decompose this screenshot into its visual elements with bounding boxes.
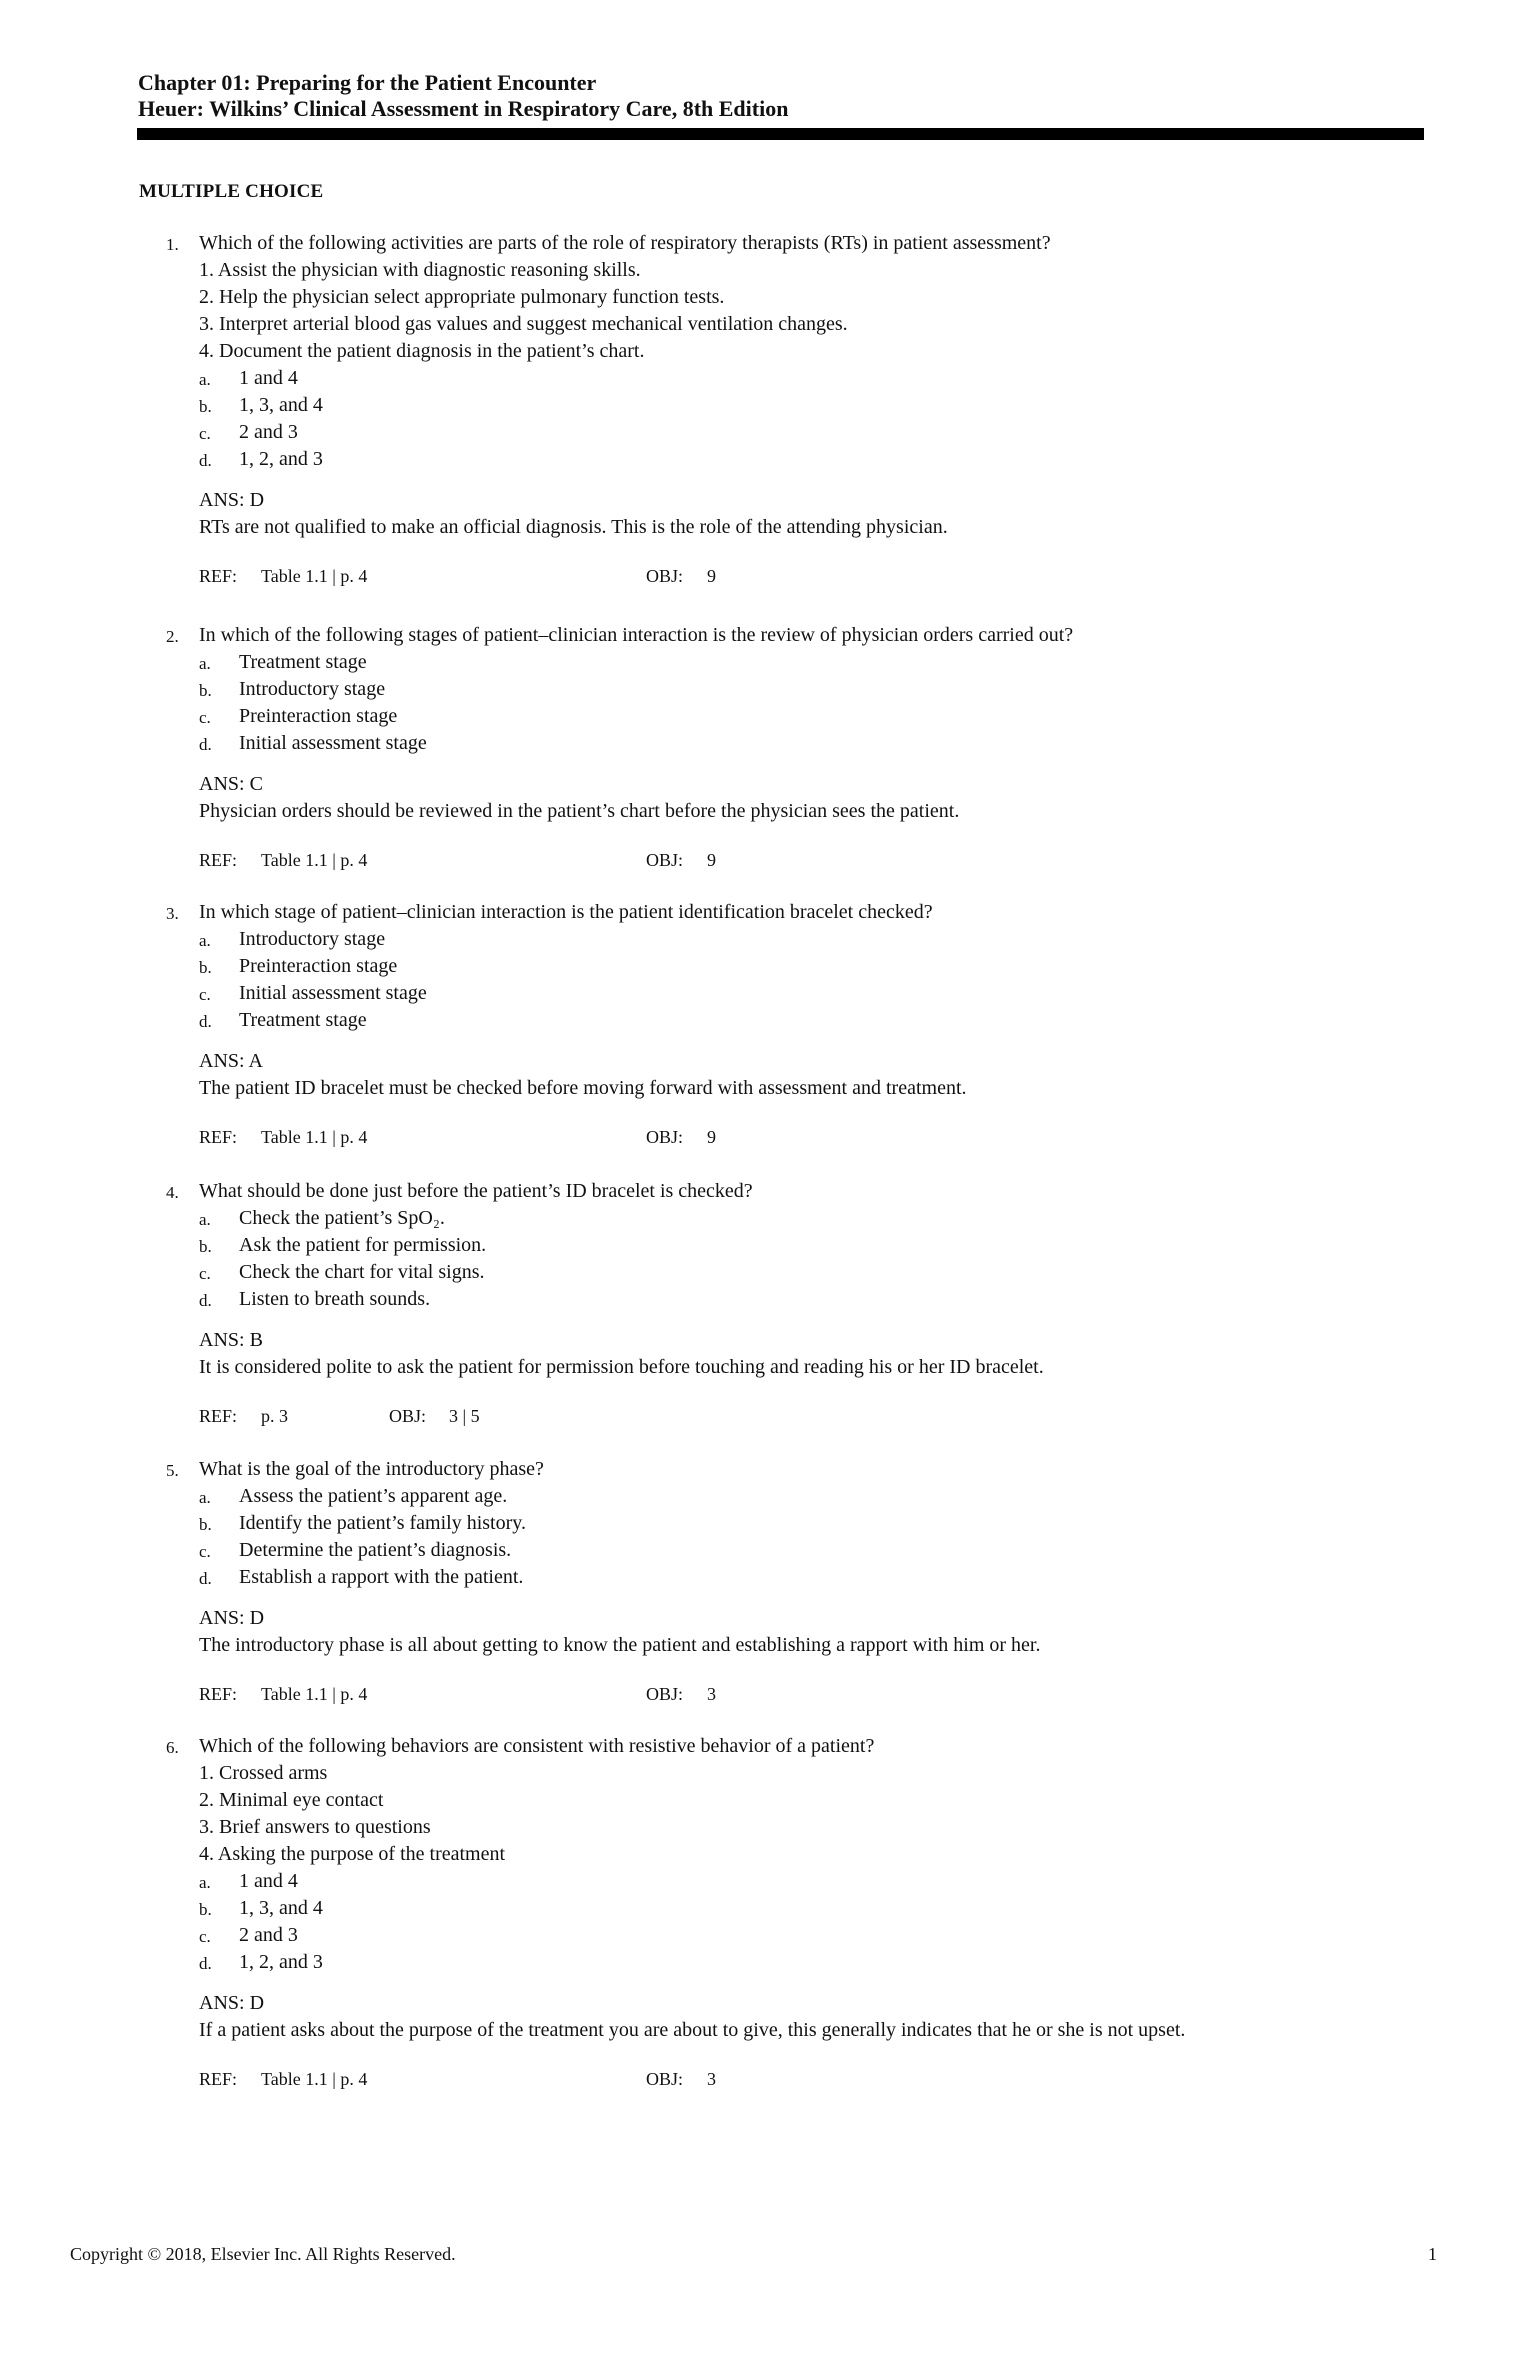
option-letter: c.	[199, 1264, 211, 1283]
obj-value: 3	[707, 2069, 716, 2089]
question-body	[199, 622, 1409, 874]
answer-key: ANS: B	[199, 1329, 263, 1351]
answer-option	[199, 1868, 1409, 1895]
option-text: Initial assessment stage	[239, 732, 427, 754]
option-text: Introductory stage	[239, 928, 386, 950]
question-number: 1.	[166, 235, 179, 254]
numbered-statement: 4. Document the patient diagnosis in the patient’s chart.	[199, 340, 645, 362]
numbered-statement: 4. Asking the purpose of the treatment	[199, 1843, 506, 1865]
option-letter: b.	[199, 958, 212, 977]
option-letter: a.	[199, 931, 211, 950]
answer-option	[199, 1286, 1409, 1313]
answer-option	[199, 1537, 1409, 1564]
obj-label: OBJ:	[389, 1406, 427, 1426]
answer-rationale: RTs are not qualified to make an official diagnosis. This is the role of the attending physician.	[199, 516, 948, 538]
option-letter: a.	[199, 1873, 211, 1892]
reference-line	[199, 1124, 1409, 1151]
reference-line	[199, 563, 1409, 590]
document-header	[138, 70, 1424, 122]
section-title: MULTIPLE CHOICE	[139, 181, 324, 202]
option-text: 2 and 3	[239, 1924, 298, 1946]
answer-option	[199, 926, 1409, 953]
question-number: 6.	[166, 1738, 179, 1757]
option-letter: c.	[199, 1542, 211, 1561]
obj-label: OBJ:	[646, 566, 684, 586]
numbered-statement: 2. Minimal eye contact	[199, 1789, 384, 1811]
question-stem: Which of the following behaviors are consistent with resistive behavior of a patient?	[199, 1735, 875, 1757]
question-number: 5.	[166, 1461, 179, 1480]
option-text: 1 and 4	[239, 1870, 298, 1892]
option-text: Ask the patient for permission.	[239, 1234, 487, 1256]
answer-option	[199, 419, 1409, 446]
option-letter: c.	[199, 424, 211, 443]
answer-option	[199, 365, 1409, 392]
option-text: 1, 2, and 3	[239, 1951, 323, 1973]
option-letter: a.	[199, 370, 211, 389]
option-letter: c.	[199, 985, 211, 1004]
answer-rationale: The patient ID bracelet must be checked before moving forward with assessment and treatment.	[199, 1077, 967, 1099]
answer-option	[199, 703, 1409, 730]
obj-label: OBJ:	[646, 1127, 684, 1147]
option-text: Check the patient’s SpO₂.	[239, 1207, 445, 1229]
option-letter: d.	[199, 1569, 212, 1588]
question-stem: In which stage of patient–clinician interaction is the patient identification bracelet checked?	[199, 901, 933, 923]
option-letter: b.	[199, 397, 212, 416]
answer-rationale: It is considered polite to ask the patient for permission before touching and reading his or her ID bracelet.	[199, 1356, 1044, 1378]
ref-label: REF:	[199, 1684, 238, 1704]
question-stem: What should be done just before the patient’s ID bracelet is checked?	[199, 1180, 753, 1202]
option-letter: b.	[199, 1900, 212, 1919]
obj-label: OBJ:	[646, 2069, 684, 2089]
answer-option	[199, 953, 1409, 980]
option-text: Establish a rapport with the patient.	[239, 1566, 524, 1588]
answer-key: ANS: D	[199, 1992, 265, 2014]
option-text: 1 and 4	[239, 367, 298, 389]
answer-option	[199, 1922, 1409, 1949]
option-letter: a.	[199, 654, 211, 673]
question-body	[199, 899, 1409, 1151]
option-letter: d.	[199, 451, 212, 470]
answer-option	[199, 1895, 1409, 1922]
numbered-statement: 1. Assist the physician with diagnostic reasoning skills.	[199, 259, 641, 281]
question-number: 4.	[166, 1183, 179, 1202]
option-text: Introductory stage	[239, 678, 386, 700]
ref-value: Table 1.1 | p. 4	[261, 1684, 368, 1704]
option-letter: b.	[199, 1237, 212, 1256]
numbered-statement: 1. Crossed arms	[199, 1762, 328, 1784]
option-text: Listen to breath sounds.	[239, 1288, 431, 1310]
option-text: Assess the patient’s apparent age.	[239, 1485, 508, 1507]
answer-option	[199, 392, 1409, 419]
answer-key: ANS: A	[199, 1050, 263, 1072]
option-letter: d.	[199, 1291, 212, 1310]
answer-option	[199, 676, 1409, 703]
obj-value: 9	[707, 566, 716, 586]
answer-rationale: Physician orders should be reviewed in the patient’s chart before the physician sees the patient.	[199, 800, 960, 822]
ref-value: Table 1.1 | p. 4	[261, 566, 368, 586]
option-letter: b.	[199, 681, 212, 700]
option-text: Preinteraction stage	[239, 955, 398, 977]
option-text: Treatment stage	[239, 651, 367, 673]
question-stem: Which of the following activities are parts of the role of respiratory therapists (RTs) in patient assessment?	[199, 232, 1051, 254]
option-text: Check the chart for vital signs.	[239, 1261, 485, 1283]
ref-value: p. 3	[261, 1406, 288, 1426]
question-body	[199, 1733, 1409, 2093]
question-number: 3.	[166, 904, 179, 923]
ref-value: Table 1.1 | p. 4	[261, 2069, 368, 2089]
ref-value: Table 1.1 | p. 4	[261, 850, 368, 870]
answer-rationale: If a patient asks about the purpose of the treatment you are about to give, this generally indicates that he or she is not upset.	[199, 2019, 1186, 2041]
book-title: Heuer: Wilkins’ Clinical Assessment in Respiratory Care, 8th Edition	[138, 96, 789, 121]
option-text: Preinteraction stage	[239, 705, 398, 727]
option-letter: c.	[199, 1927, 211, 1946]
ref-label: REF:	[199, 850, 238, 870]
obj-label: OBJ:	[646, 850, 684, 870]
chapter-title: Chapter 01: Preparing for the Patient Encounter	[138, 70, 597, 95]
answer-option	[199, 980, 1409, 1007]
answer-option	[199, 446, 1409, 473]
reference-line	[199, 1681, 1409, 1708]
option-text: 2 and 3	[239, 421, 298, 443]
answer-option	[199, 1205, 1409, 1232]
ref-value: Table 1.1 | p. 4	[261, 1127, 368, 1147]
option-text: Identify the patient’s family history.	[239, 1512, 526, 1534]
question-stem: In which of the following stages of patient–clinician interaction is the review of physician orders carried out?	[199, 624, 1074, 646]
reference-line	[199, 1403, 1409, 1430]
option-letter: d.	[199, 1954, 212, 1973]
answer-key: ANS: D	[199, 489, 265, 511]
option-letter: a.	[199, 1488, 211, 1507]
numbered-statement: 2. Help the physician select appropriate pulmonary function tests.	[199, 286, 725, 308]
ref-label: REF:	[199, 1406, 238, 1426]
option-text: 1, 3, and 4	[239, 1897, 323, 1919]
answer-option	[199, 1510, 1409, 1537]
ref-label: REF:	[199, 566, 238, 586]
reference-line	[199, 2066, 1409, 2093]
option-letter: b.	[199, 1515, 212, 1534]
answer-rationale: The introductory phase is all about getting to know the patient and establishing a rapport with him or her.	[199, 1634, 1041, 1656]
answer-option	[199, 1483, 1409, 1510]
answer-option	[199, 649, 1409, 676]
answer-option	[199, 1949, 1409, 1976]
ref-label: REF:	[199, 1127, 238, 1147]
page-number: 1	[1428, 2244, 1437, 2264]
question-body	[199, 230, 1409, 590]
answer-key: ANS: C	[199, 773, 263, 795]
question-body	[199, 1456, 1409, 1708]
answer-key: ANS: D	[199, 1607, 265, 1629]
option-text: Initial assessment stage	[239, 982, 427, 1004]
question-number: 2.	[166, 627, 179, 646]
question-body	[199, 1178, 1409, 1430]
obj-value: 9	[707, 850, 716, 870]
option-letter: a.	[199, 1210, 211, 1229]
obj-value: 9	[707, 1127, 716, 1147]
option-text: Determine the patient’s diagnosis.	[239, 1539, 512, 1561]
answer-option	[199, 1232, 1409, 1259]
option-letter: d.	[199, 735, 212, 754]
option-letter: c.	[199, 708, 211, 727]
option-text: Treatment stage	[239, 1009, 367, 1031]
answer-option	[199, 1564, 1409, 1591]
header-rule	[137, 128, 1424, 140]
answer-option	[199, 1259, 1409, 1286]
answer-option	[199, 1007, 1409, 1034]
question-stem: What is the goal of the introductory phase?	[199, 1458, 544, 1480]
numbered-statement: 3. Interpret arterial blood gas values and suggest mechanical ventilation changes.	[199, 313, 848, 335]
option-text: 1, 3, and 4	[239, 394, 323, 416]
answer-option	[199, 730, 1409, 757]
reference-line	[199, 847, 1409, 874]
ref-label: REF:	[199, 2069, 238, 2089]
option-text: 1, 2, and 3	[239, 448, 323, 470]
obj-value: 3 | 5	[449, 1406, 480, 1426]
obj-label: OBJ:	[646, 1684, 684, 1704]
obj-value: 3	[707, 1684, 716, 1704]
numbered-statement: 3. Brief answers to questions	[199, 1816, 431, 1838]
option-letter: d.	[199, 1012, 212, 1031]
copyright-notice: Copyright © 2018, Elsevier Inc. All Rights Reserved.	[70, 2244, 456, 2264]
